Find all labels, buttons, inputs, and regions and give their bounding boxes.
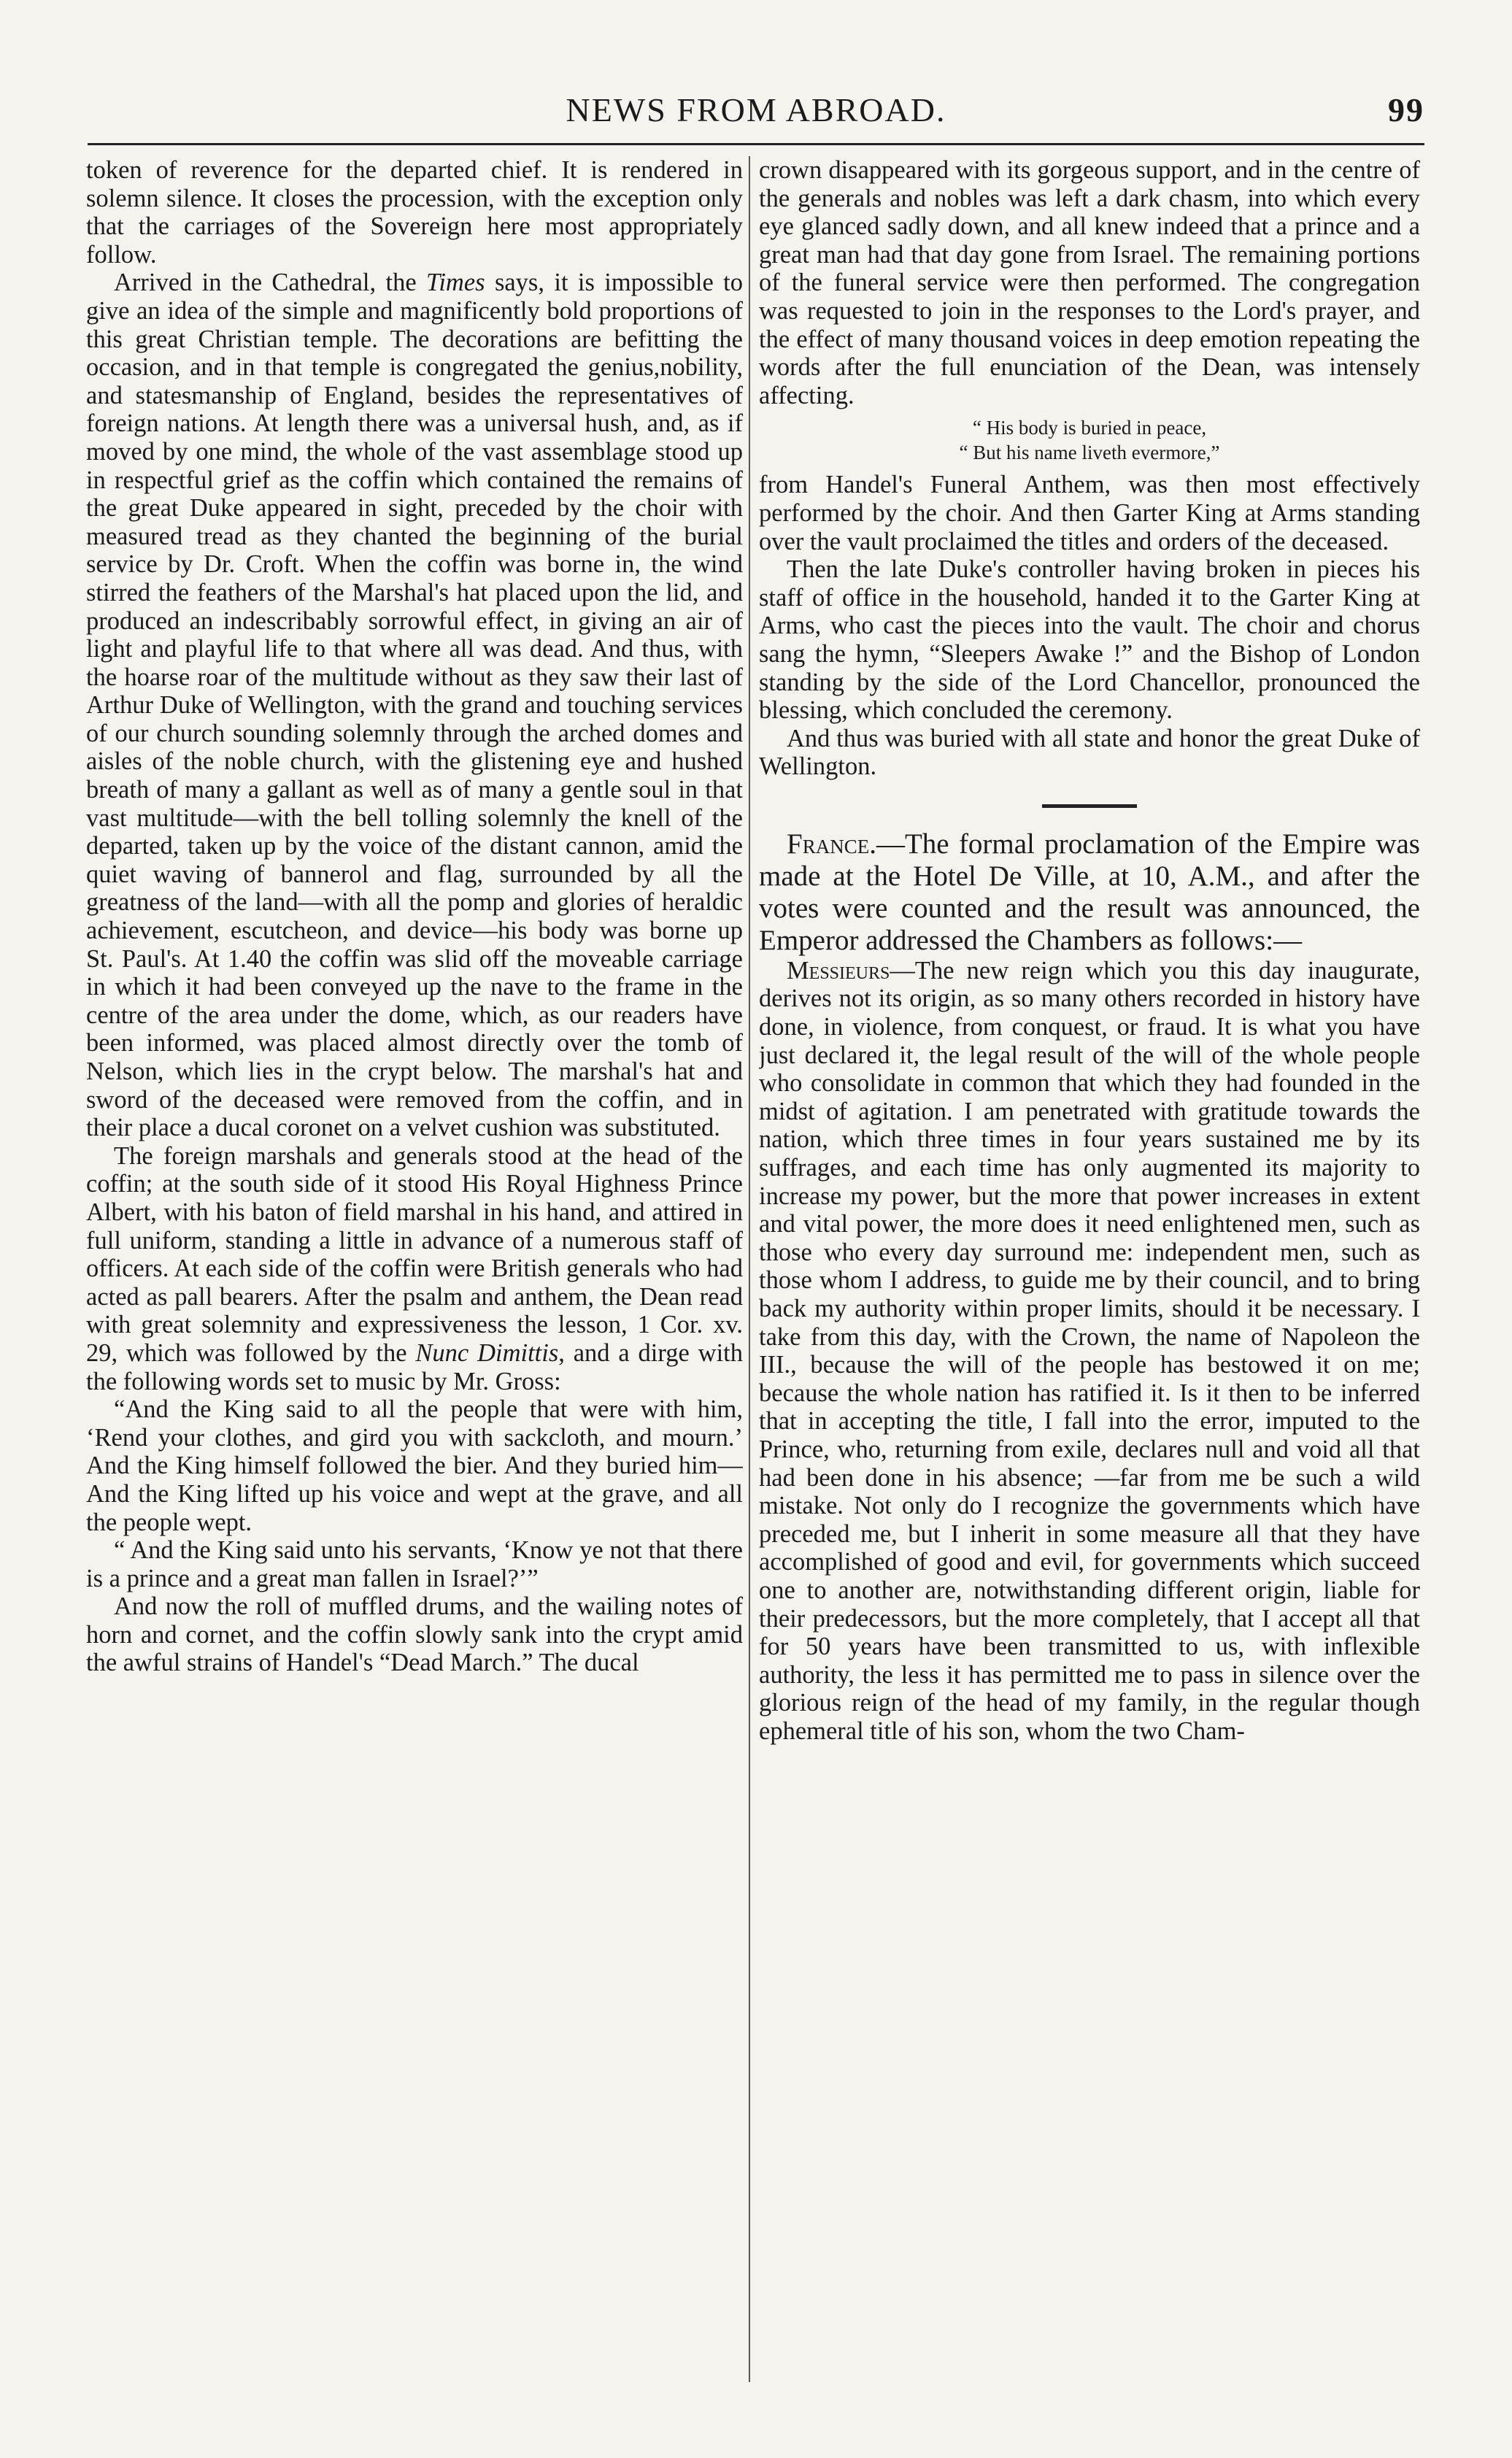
section-divider: [1042, 804, 1137, 808]
anthem-quote: [759, 415, 1420, 465]
column-divider: [749, 156, 750, 2382]
france-paragraph: [759, 828, 1420, 957]
speech-salutation: Messieurs: [787, 956, 890, 985]
paragraph-text: , and a dirge with the following words set to music by Mr. Gross:: [86, 1338, 743, 1395]
dirge-verse: “And the King said to all the people that were with him, ‘Rend your clothes, and gird you with sackcloth, and mourn.’ And the King himself followed the bier. And they buried him—And the King lifted up his voice and wept at the grave, and all the people wept.: [86, 1395, 743, 1536]
left-column: [86, 156, 743, 2382]
paragraph: token of reverence for the departed chief. It is rendered in solemn silence. It closes the procession, with the exception only that the carriages of the Sovereign here most appropriately follow.: [86, 156, 743, 269]
paragraph-text: says, it is impossible to give an idea of the simple and magnificently bold proportions of this great Christian temple. The decorations are befitting the occasion, and in that temple is congregated the genius,nobility, and statesmanship of England, besides the representatives of foreign nations. At length there was a universal hush, and, as if moved by one mind, the whole of the vast assemblage stood up in respectful grief as the coffin which contained the remains of the great Duke appeared in sight, preceded by the choir with measured tread as they chanted the beginning of the burial service by Dr. Croft. When the coffin was borne in, the wind stirred the feathers of the Marshal's hat placed upon the lid, and produced an indescribably sorrowful effect, in giving an air of light and playful life to that where all was dead. And thus, with the hoarse roar of the multitude without as they saw their last of Arthur Duke of Wellington, with the grand and touching services of our church sounding solemnly through the arched domes and aisles of the noble church, with the glistening eye and hushed breath of many a gallant as well as of many a gentle soul in that vast multitude—with the bell tolling solemnly the knell of the departed, taken up by the voice of the distant cannon, amid the quiet waving of bannerol and flag, surrounded by all the greatness of the land—with all the pomp and glories of heraldic achievement, escutcheon, and device—his body was borne up St. Paul's. At 1.40 the coffin was slid off the moveable carriage in which it had been conveyed up the nave to the frame in the centre of the area under the dome, which, as our readers have been informed, was placed almost directly over the tomb of Nelson, which lies in the crypt below. The marshal's hat and sword of the deceased were removed from the coffin, and in their place a ducal coronet on a velvet cushion was substituted.: [86, 269, 743, 1142]
paragraph: crown disappeared with its gorgeous support, and in the centre of the generals and nobles was left a dark chasm, into which every eye glanced sadly down, and all knew indeed that a prince and a great man had that day gone from Israel. The remaining portions of the funeral service were then performed. The congregation was requested to join in the responses to the Lord's prayer, and the effect of many thousand voices in deep emotion repeating the words after the full enunciation of the Dean, was intensely affecting.: [759, 156, 1420, 409]
paragraph: [86, 269, 743, 1141]
quote-line: “ His body is buried in peace,: [972, 417, 1207, 439]
section-label: France.: [787, 828, 876, 860]
dirge-verse: “ And the King said unto his servants, ‘Know ye not that there is a prince and a great man fallen in Israel?’”: [86, 1536, 743, 1592]
canticle-name: Nunc Dimittis: [415, 1338, 559, 1367]
header-rule: [88, 143, 1424, 145]
paragraph-text: —The formal proclamation of the Empire was made at the Hotel De Ville, at 10, A.M., and after the votes were counted and the result was announced, the Emperor addressed the Chambers as follows:—: [759, 828, 1420, 956]
paragraph: And now the roll of muffled drums, and the wailing notes of horn and cornet, and the coffin slowly sank into the crypt amid the awful strains of Handel's “Dead March.” The ducal: [86, 1592, 743, 1677]
running-header: [88, 86, 1424, 133]
paragraph: And thus was buried with all state and honor the great Duke of Wellington.: [759, 724, 1420, 781]
speech-paragraph: [759, 957, 1420, 1746]
quote-line: “ But his name liveth evermore,”: [959, 442, 1220, 464]
running-title: NEWS FROM ABROAD.: [566, 91, 946, 128]
right-column: [759, 156, 1420, 2382]
paragraph-text: The foreign marshals and generals stood at the head of the coffin; at the south side of it stood His Royal Highness Prince Albert, with his baton of field marshal in his hand, and attired in full uniform, standing a little in advance of a numerous staff of officers. At each side of the coffin were British generals who had acted as pall bearers. After the psalm and anthem, the Dean read with great solemnity and expressiveness the lesson, 1 Cor. xv. 29, which was followed by the: [86, 1141, 743, 1367]
newspaper-name: Times: [426, 269, 485, 297]
paragraph: from Handel's Funeral Anthem, was then most effectively performed by the choir. And then Garter King at Arms standing over the vault proclaimed the titles and orders of the deceased.: [759, 471, 1420, 555]
paragraph-text: Arrived in the Cathedral, the: [114, 269, 427, 297]
paragraph: Then the late Duke's controller having broken in pieces his staff of office in the household, handed it to the Garter King at Arms, who cast the pieces into the vault. The choir and chorus sang the hymn, “Sleepers Awake !” and the Bishop of London standing by the side of the Lord Chancellor, pronounced the blessing, which concluded the ceremony.: [759, 555, 1420, 725]
page-number: 99: [1388, 91, 1424, 128]
paragraph: [86, 1142, 743, 1395]
paragraph-text: —The new reign which you this day inaugurate, derives not its origin, as so many others recorded in history have done, in violence, from conquest, or fraud. It is what you have just declared it, the legal result of the will of the whole people who consolidate in common that which they had founded in the midst of agitation. I am penetrated with gratitude towards the nation, which three times in four years sustained me by its suffrages, and each time has only augmented its majority to increase my power, but the more that power increases in extent and vital power, the more does it need enlightened men, such as those who every day surround me: independent men, such as those whom I address, to guide me by their council, and to bring back my authority within proper limits, should it be necessary. I take from this day, with the Crown, the name of Napoleon the III., because the will of the people has bestowed it on me; because the whole nation has ratified it. Is it then to be inferred that in accepting the title, I fall into the error, imputed to the Prince, who, returning from exile, declares null and void all that had been done in his absence; —far from me be such a wild mistake. Not only do I recognize the governments which have preceded me, but I inherit in some measure all that they have accomplished of good and evil, for governments which succeed one to another are, notwithstanding different origin, liable for their predecessors, but the more completely, that I accept all that for 50 years have been transmitted to us, with inflexible authority, the less it has permitted me to pass in silence over the glorious reign of the head of my family, in the regular though ephemeral title of his son, whom the two Cham-: [759, 956, 1420, 1745]
